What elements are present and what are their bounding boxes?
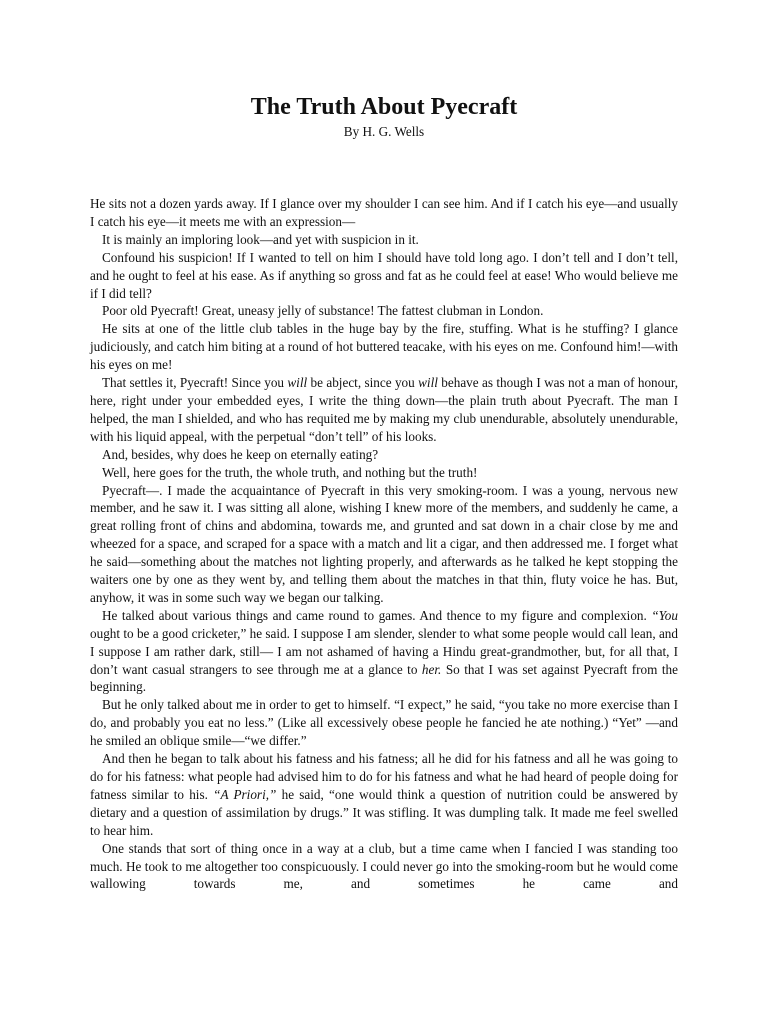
paragraph: He sits not a dozen yards away. If I glance over my shoulder I can see him. And if I catch his eye—and usually I catch his eye—it meets me with an expression— bbox=[90, 196, 678, 229]
paragraph: Poor old Pyecraft! Great, uneasy jelly of substance! The fattest clubman in London. bbox=[102, 303, 544, 319]
paragraph: But he only talked about me in order to get to himself. “I expect,” he said, “you take no more exercise than I do, and probably you eat no less.” (Like all excessively obese people he fancied he ate nothing.) “Yet” —and he smiled an oblique smile—“we differ.” bbox=[90, 697, 678, 749]
emphasis: “You bbox=[651, 607, 678, 623]
paragraph: That settles it, Pyecraft! Since you will be abject, since you will behave as though I was not a man of honour, here, right under your embedded eyes, I write the thing down—the plain truth about Pyecraft. The man I helped, the man I shielded, and who has requited me by making my club unendurable, absolutely unendurable, with his liquid appeal, with the perpetual “don’t tell” of his looks. bbox=[90, 375, 678, 444]
paragraph: Well, here goes for the truth, the whole truth, and nothing but the truth! bbox=[102, 464, 478, 480]
emphasis: “A Priori,” bbox=[213, 786, 277, 802]
author-byline: By H. G. Wells bbox=[343, 124, 425, 139]
paragraph: He talked about various things and came round to games. And thence to my figure and complexion. “You ought to be a good cricketer,” he said. I suppose I am slender, slender to what some people would call lean, and I suppose I am rather dark, still— I am not ashamed of having a Hindu great-grandmother, but, for all that, I don’t want casual strangers to see through me at a glance to her. So that I was set against Pyecraft from the beginning. bbox=[90, 607, 678, 695]
paragraph: And, besides, why does he keep on eternally eating? bbox=[102, 446, 379, 462]
emphasis: her. bbox=[421, 661, 442, 677]
paragraph: Pyecraft—. I made the acquaintance of Pyecraft in this very smoking-room. I was a young, nervous new member, and he saw it. I was sitting all alone, wishing I knew more of the members, and suddenly he came, a great rolling front of chins and abdomina, towards me, and grunted and sat down in a chair close by me and wheezed for a space, and scraped for a space with a match and lit a cigar, and then addressed me. I forget what he said—something about the matches not lighting properly, and afterwards as he talked he kept stopping the waiters one by one as they went by, and telling them about the matches in that thin, fluty voice he has. But, anyhow, it was in some such way we began our talking. bbox=[90, 482, 678, 605]
document-title: The Truth About Pyecraft bbox=[250, 94, 518, 120]
paragraph: One stands that sort of thing once in a way at a club, but a time came when I fancied I was standing too much. He took to me altogether too conspicuously. I could never go into the smoking-room but he would come wallowing towards me, and sometimes he came and bbox=[90, 840, 678, 892]
paragraph: It is mainly an imploring look—and yet with suspicion in it. bbox=[102, 231, 419, 247]
emphasis: will bbox=[418, 375, 438, 391]
paragraph: Confound his suspicion! If I wanted to tell on him I should have told long ago. I don’t tell and I don’t tell, and he ought to feel at his ease. As if anything so gross and fat as he could feel at ease! Who would believe me if I did tell? bbox=[90, 249, 678, 301]
paragraph: He sits at one of the little club tables in the huge bay by the fire, stuffing. What is he stuffing? I glance judiciously, and catch him biting at a round of hot buttered teacake, with his eyes on me. Confound him!—with his eyes on me! bbox=[90, 321, 678, 373]
emphasis: will bbox=[287, 375, 308, 391]
story-body bbox=[90, 195, 678, 893]
paragraph: And then he began to talk about his fatness and his fatness; all he did for his fatness and all he was going to do for his fatness: what people had advised him to do for his fatness and what he had heard of people doing for fatness similar to his. “A Priori,” he said, “one would think a question of nutrition could be answered by dietary and a question of assimilation by drugs.” It was stifling. It was dumpling talk. It made me feel swelled to hear him. bbox=[90, 751, 678, 838]
